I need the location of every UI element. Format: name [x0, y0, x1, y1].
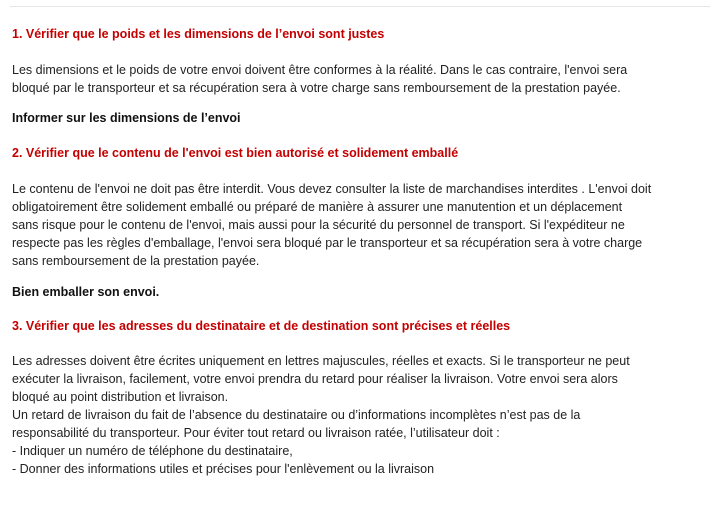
section-2-heading: 2. Vérifier que le contenu de l'envoi est bien autorisé et solidement emballé	[12, 146, 459, 160]
paragraph-line: Le contenu de l'envoi ne doit pas être interdit. Vous devez consulter la liste de marchandises interdites . L'envoi doit	[12, 182, 652, 196]
paragraph-line: responsabilité du transporteur. Pour éviter tout retard ou livraison ratée, l’utilisateur doit :	[12, 426, 500, 440]
article-content	[12, 26, 712, 478]
section-3-paragraph	[12, 352, 712, 478]
paragraph-line: Un retard de livraison du fait de l’absence du destinataire ou d’informations incomplètes n’est pas de la	[12, 408, 581, 422]
paragraph-line: bloqué au point distribution et livraison.	[12, 390, 229, 404]
paragraph-line: Les dimensions et le poids de votre envoi doivent être conformes à la réalité. Dans le cas contraire, l'envoi sera	[12, 63, 628, 77]
section-3-heading: 3. Vérifier que les adresses du destinataire et de destination sont précises et réelles	[12, 319, 511, 333]
list-item: - Indiquer un numéro de téléphone du destinataire,	[12, 444, 293, 458]
section-1-heading: 1. Vérifier que le poids et les dimensions de l’envoi sont justes	[12, 27, 385, 41]
paragraph-line: bloqué par le transporteur et sa récupération sera à votre charge sans remboursement de la prestation payée.	[12, 81, 621, 95]
section-1-paragraph	[12, 61, 712, 97]
paragraph-line: Les adresses doivent être écrites uniquement en lettres majuscules, réelles et exacts. Si le transporteur ne peut	[12, 354, 630, 368]
paragraph-line: sans risque pour le contenu de l'envoi, mais aussi pour la sécurité du personnel de transport. Si l'expéditeur ne	[12, 218, 625, 232]
paragraph-line: exécuter la livraison, facilement, votre envoi prendra du retard pour réaliser la livraison. Votre envoi sera alors	[12, 372, 618, 386]
list-item: - Donner des informations utiles et précises pour l'enlèvement ou la livraison	[12, 462, 435, 476]
packaging-guide-link[interactable]: Bien emballer son envoi.	[12, 285, 160, 299]
section-2-paragraph	[12, 180, 712, 270]
dimensions-info-link[interactable]: Informer sur les dimensions de l’envoi	[12, 111, 241, 125]
paragraph-line: respecte pas les règles d'emballage, l'envoi sera bloqué par le transporteur et sa récupération sera à votre charge	[12, 236, 643, 250]
paragraph-line: obligatoirement être solidement emballé ou préparé de manière à assurer une manutention et un déplacement	[12, 200, 623, 214]
top-divider	[10, 6, 710, 7]
paragraph-line: sans remboursement de la prestation payée.	[12, 254, 260, 268]
